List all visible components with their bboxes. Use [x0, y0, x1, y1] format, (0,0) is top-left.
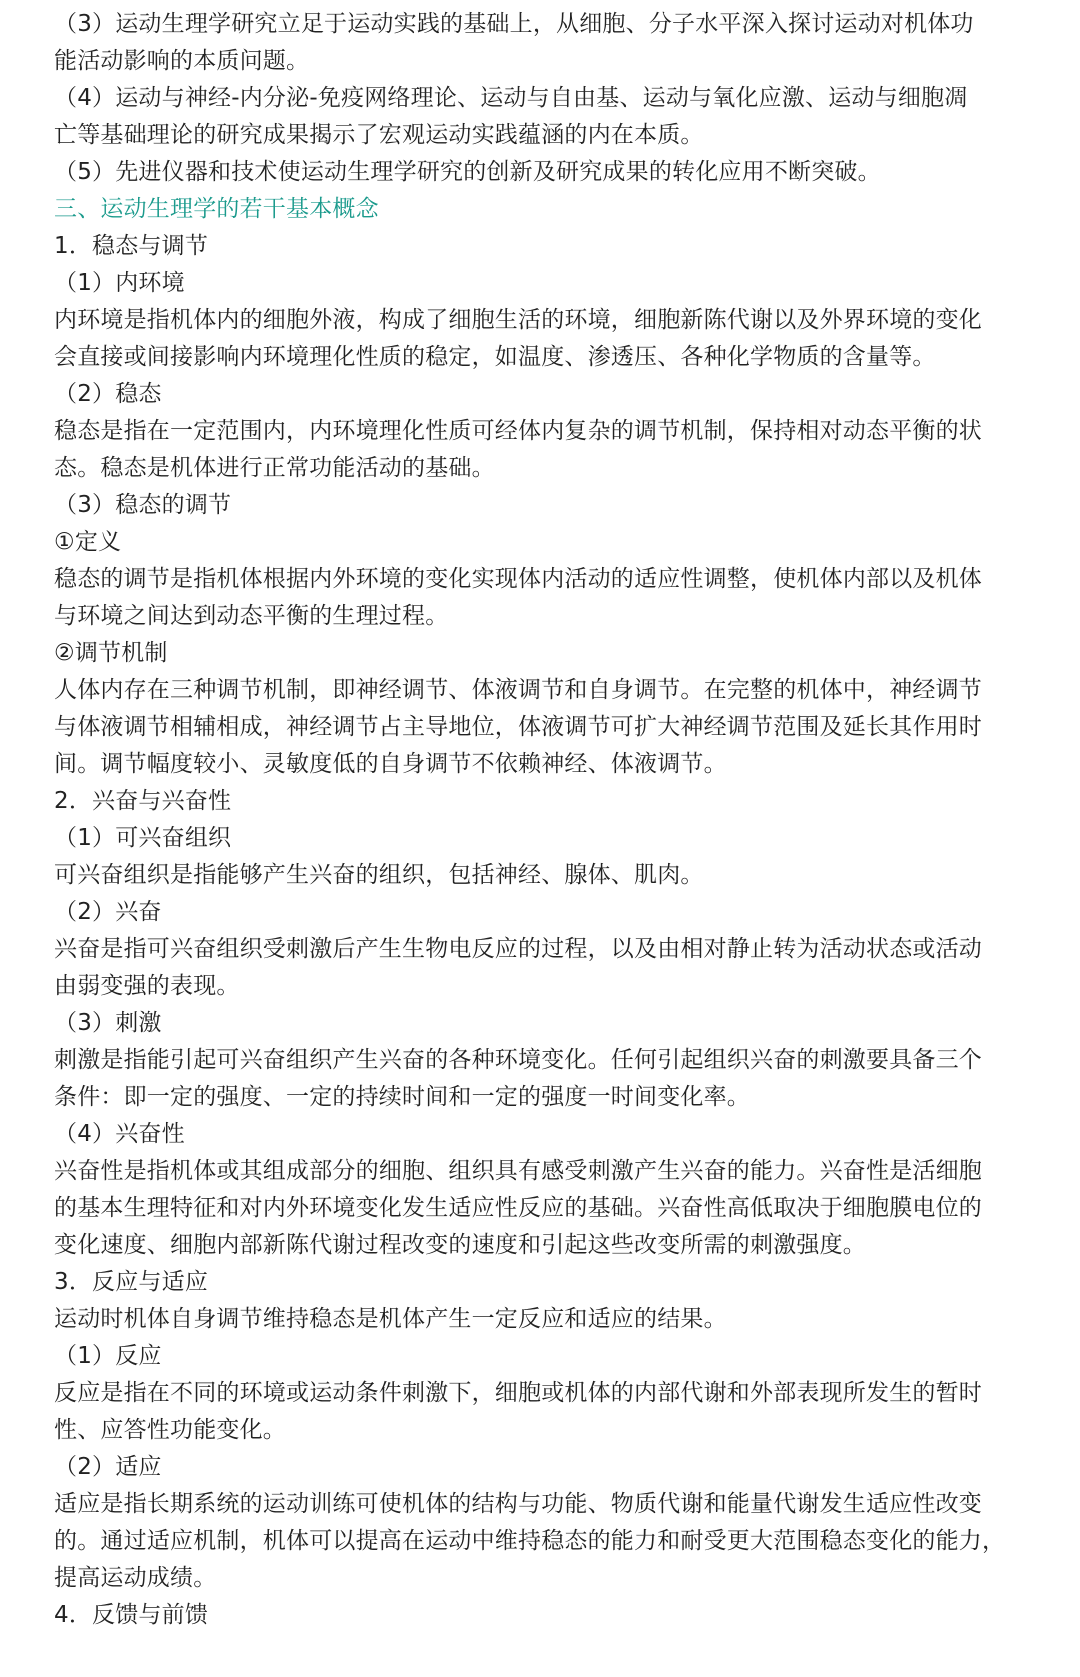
heading — [54, 783, 1040, 820]
paragraph — [54, 6, 1040, 80]
text-line: （3）运动生理学研究立足于运动实践的基础上，从细胞、分子水平深入探讨运动对机体功 — [54, 11, 974, 37]
text-line: （4）兴奋性 — [54, 1121, 185, 1147]
text-line: 由弱变强的表现。 — [54, 973, 240, 999]
text-line: 2．兴奋与兴奋性 — [54, 788, 232, 814]
paragraph — [54, 1042, 1040, 1116]
subheading — [54, 1116, 1040, 1153]
text-line: 提高运动成绩。 — [54, 1565, 217, 1591]
subheading — [54, 820, 1040, 857]
text-line: 兴奋性是指机体或其组成部分的细胞、组织具有感受刺激产生兴奋的能力。兴奋性是活细胞 — [54, 1158, 982, 1184]
subheading — [54, 1005, 1040, 1042]
text-line: ②调节机制 — [54, 640, 168, 666]
paragraph — [54, 154, 1040, 191]
text-line: （2）兴奋 — [54, 899, 162, 925]
text-line: 与体液调节相辅相成，神经调节占主导地位，体液调节可扩大神经调节范围及延长其作用时 — [54, 714, 982, 740]
paragraph — [54, 1375, 1040, 1449]
section-heading — [54, 191, 1040, 228]
text-line: 能活动影响的本质问题。 — [54, 48, 310, 74]
text-line: 适应是指长期系统的运动训练可使机体的结构与功能、物质代谢和能量代谢发生适应性改变 — [54, 1491, 982, 1517]
text-line: ①定义 — [54, 529, 122, 555]
text-line: 运动时机体自身调节维持稳态是机体产生一定反应和适应的结果。 — [54, 1306, 727, 1332]
paragraph — [54, 1153, 1040, 1264]
text-line: 态。稳态是机体进行正常功能活动的基础。 — [54, 455, 495, 481]
text-line: 条件：即一定的强度、一定的持续时间和一定的强度一时间变化率。 — [54, 1084, 750, 1110]
text-line: 会直接或间接影响内环境理化性质的稳定，如温度、渗透压、各种化学物质的含量等。 — [54, 344, 936, 370]
subheading — [54, 524, 1040, 561]
paragraph — [54, 1486, 1040, 1597]
subheading — [54, 894, 1040, 931]
text-line: 三、运动生理学的若干基本概念 — [54, 196, 379, 222]
text-line: 人体内存在三种调节机制，即神经调节、体液调节和自身调节。在完整的机体中，神经调节 — [54, 677, 982, 703]
subheading — [54, 1449, 1040, 1486]
subheading — [54, 1338, 1040, 1375]
subheading — [54, 376, 1040, 413]
text-line: （3）稳态的调节 — [54, 492, 232, 518]
text-line: （3）刺激 — [54, 1010, 162, 1036]
heading — [54, 228, 1040, 265]
text-line: 内环境是指机体内的细胞外液，构成了细胞生活的环境，细胞新陈代谢以及外界环境的变化 — [54, 307, 982, 333]
heading — [54, 1597, 1040, 1634]
heading — [54, 1264, 1040, 1301]
paragraph — [54, 857, 1040, 894]
text-line: 4．反馈与前馈 — [54, 1602, 209, 1628]
text-line: 反应是指在不同的环境或运动条件刺激下，细胞或机体的内部代谢和外部表现所发生的暂时 — [54, 1380, 982, 1406]
text-line: 亡等基础理论的研究成果揭示了宏观运动实践蕴涵的内在本质。 — [54, 122, 704, 148]
text-line: （4）运动与神经-内分泌-免疫网络理论、运动与自由基、运动与氧化应激、运动与细胞凋 — [54, 85, 968, 111]
text-line: （1）内环境 — [54, 270, 185, 296]
text-line: 间。调节幅度较小、灵敏度低的自身调节不依赖神经、体液调节。 — [54, 751, 727, 777]
paragraph — [54, 672, 1040, 783]
text-line: （2）适应 — [54, 1454, 162, 1480]
text-line: 的基本生理特征和对内外环境变化发生适应性反应的基础。兴奋性高低取决于细胞膜电位的 — [54, 1195, 982, 1221]
text-line: 兴奋是指可兴奋组织受刺激后产生生物电反应的过程，以及由相对静止转为活动状态或活动 — [54, 936, 982, 962]
paragraph — [54, 413, 1040, 487]
subheading — [54, 487, 1040, 524]
paragraph — [54, 1301, 1040, 1338]
text-line: 稳态的调节是指机体根据内外环境的变化实现体内活动的适应性调整，使机体内部以及机体 — [54, 566, 982, 592]
text-line: 刺激是指能引起可兴奋组织产生兴奋的各种环境变化。任何引起组织兴奋的刺激要具备三个 — [54, 1047, 982, 1073]
text-line: 变化速度、细胞内部新陈代谢过程改变的速度和引起这些改变所需的刺激强度。 — [54, 1232, 866, 1258]
paragraph — [54, 931, 1040, 1005]
text-line: （2）稳态 — [54, 381, 162, 407]
text-line: （1）反应 — [54, 1343, 162, 1369]
paragraph — [54, 302, 1040, 376]
text-line: 的。通过适应机制，机体可以提高在运动中维持稳态的能力和耐受更大范围稳态变化的能力， — [54, 1528, 1006, 1554]
paragraph — [54, 80, 1040, 154]
text-line: 与环境之间达到动态平衡的生理过程。 — [54, 603, 449, 629]
text-line: （1）可兴奋组织 — [54, 825, 232, 851]
text-line: 稳态是指在一定范围内，内环境理化性质可经体内复杂的调节机制，保持相对动态平衡的状 — [54, 418, 982, 444]
text-line: 3．反应与适应 — [54, 1269, 209, 1295]
subheading — [54, 635, 1040, 672]
text-line: 1．稳态与调节 — [54, 233, 209, 259]
subheading — [54, 265, 1040, 302]
text-line: 性、应答性功能变化。 — [54, 1417, 286, 1443]
text-line: （5）先进仪器和技术使运动生理学研究的创新及研究成果的转化应用不断突破。 — [54, 159, 881, 185]
text-line: 可兴奋组织是指能够产生兴奋的组织，包括神经、腺体、肌肉。 — [54, 862, 704, 888]
paragraph — [54, 561, 1040, 635]
